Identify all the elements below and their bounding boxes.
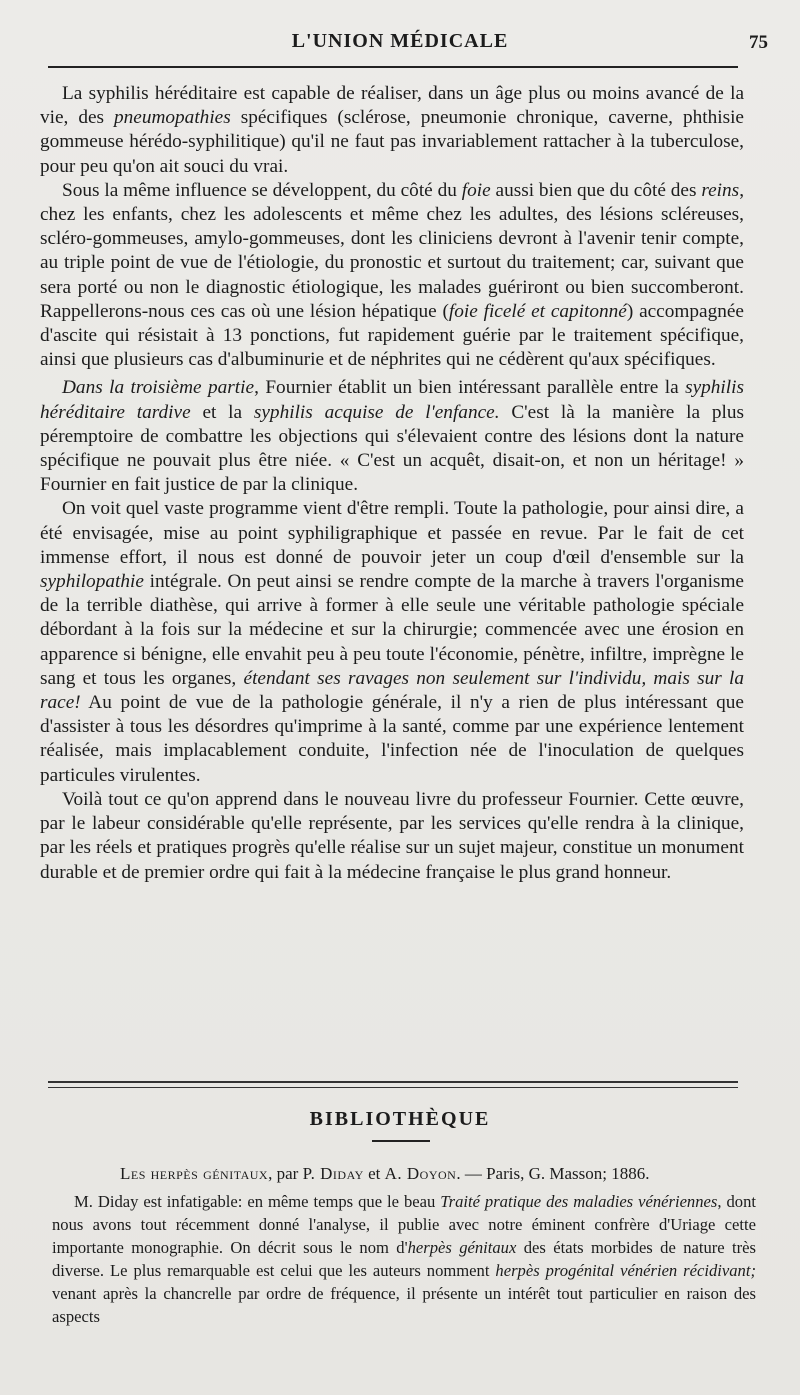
book-citation [40, 1162, 744, 1186]
text-run-italic: herpès génitaux [407, 1238, 517, 1257]
section-title: BIBLIOTHÈQUE [309, 1108, 491, 1130]
text-run: des états morbides de nature très diverse. Le plus remarquable est celui que les auteurs nomment [52, 1238, 756, 1280]
citation-imprint: . — Paris, G. Masson; 1886. [456, 1164, 650, 1183]
book-title: Les herpès génitaux [120, 1164, 269, 1183]
paragraph-1 [40, 82, 744, 179]
text-run: , Fournier établit un bien intéressant parallèle entre la [254, 377, 686, 399]
running-title: L'UNION MÉDICALE [291, 30, 509, 52]
paragraph-4 [40, 497, 744, 787]
text-run: intégrale. On peut ainsi se rendre compte de la marche à travers l'organisme de la terrible diathèse, qui arrive à former à elle seule une véritable pathologie spéciale débordant à la fois sur la médecine et sur la chirurgie; commencée avec une érosion en apparence si bénigne, elle envahit peu à peu toute l'économie, pénètre, infiltre, imprègne le sang et tous les organes, [40, 571, 744, 689]
review-paragraph [52, 1190, 756, 1328]
paragraph-3 [40, 376, 744, 497]
text-run-italic: pneumopathies [114, 107, 231, 129]
text-run: spécifiques (sclérose, pneumonie chronique, caverne, phthisie gommeuse hérédo-syphilitique) qu'il ne faut pas invariablement rattacher à la tuberculose, pour peu qu'on ait souci du vrai. [40, 107, 744, 177]
header-rule [48, 66, 738, 68]
text-run: M. Diday est infatigable: en même temps que le beau [74, 1192, 441, 1211]
text-run: Sous la même influence se développent, du côté du [62, 179, 462, 201]
author-name: A. Doyon [384, 1164, 457, 1183]
text-run: aussi bien que du côté des [490, 179, 702, 201]
text-run: et la [190, 401, 254, 423]
text-run-italic: herpès progénital vénérien récidivant; [495, 1261, 756, 1280]
text-run-italic: étendant ses ravages non seulement sur l'individu, mais sur la race! [40, 667, 744, 714]
text-run: On voit quel vaste programme vient d'être rempli. Toute la pathologie, pour ainsi dire, a été envisagée, mise au point syphiligraphique et passée en revue. Par le fait de cet immense effort, il nous est donné de pouvoir jeter un coup d'œil d'ensemble sur la [40, 498, 744, 568]
author-name: P. Diday [302, 1164, 364, 1183]
page-header [0, 30, 800, 60]
text-run-italic: Traité pratique des maladies vénériennes [440, 1192, 718, 1211]
text-run: , dont nous avons tout récemment donné l'analyse, il publie avec notre éminent confrère d'Uriage cette importante monographie. On décrit sous le nom d' [52, 1192, 756, 1257]
text-run-italic: syphilis héréditaire tardive [40, 377, 744, 423]
text-run: Au point de vue de la pathologie générale, il n'y a rien de plus intéressant que d'assister à tous les désordres qu'imprime à la santé, comme par une expérience lentement réalisée, mais implacablement conduite, l'infection née de l'inoculation de quelques particules virulentes. [40, 692, 744, 786]
text-run-italic: Dans la troisième partie [62, 377, 255, 399]
text-run-italic: reins [701, 179, 740, 201]
text-run: C'est là la manière la plus péremptoire de combattre les objections qui s'élevaient contre des lésions dont la nature spécifique ne pouvait plus être niée. « C'est un acquêt, disait-on, et non un héritage! » Fournier en fait justice de par la clinique. [40, 401, 745, 496]
text-run: ) accompagnée d'ascite qui résistait à 13 ponctions, fut rapidement guérie par le traitement spécifique, ainsi que plusieurs cas d'albuminurie et de néphrites qui ne cédèrent qu'aux spécifiques. [40, 300, 744, 371]
text-run-italic: syphilis acquise de l'enfance. [253, 401, 500, 423]
text-run: venant après la chancrelle par ordre de fréquence, il présente un intérêt tout particulier en raison des aspects [52, 1284, 756, 1326]
text-run: La syphilis héréditaire est capable de réaliser, dans un âge plus ou moins avancé de la vie, des [40, 83, 744, 129]
text-run-italic: foie ficelé et capitonné [448, 300, 627, 322]
text-run-italic: foie [461, 179, 491, 201]
text-run: Voilà tout ce qu'on apprend dans le nouveau livre du professeur Fournier. Cette œuvre, par le labeur considérable qu'elle représente, par les services qu'elle rendra à la clinique, par les réels et pratiques progrès qu'elle réalise sur un sujet majeur, constitue un monument durable et de premier ordre qui fait à la médecine française le plus grand honneur. [40, 788, 744, 883]
book-review [52, 1190, 756, 1328]
section-divider [48, 1081, 738, 1088]
paragraph-5 [40, 788, 744, 885]
citation-text: et [363, 1164, 385, 1183]
citation-text: , par [268, 1164, 303, 1183]
article-body [40, 82, 744, 885]
text-run-italic: syphilopathie [40, 571, 144, 593]
section-title-underline [372, 1140, 430, 1142]
page-number: 75 [749, 32, 768, 53]
text-run: , chez les enfants, chez les adolescents et même chez les adultes, des lésions scléreuses, scléro-gommeuses, amylo-gommeuses, dont les cliniciens devront à l'avenir tenir compte, au triple point de vue de l'étiologie, du pronostic et surtout du traitement; car, suivant que sera porté ou non le diagnostic étiologique, les malades guériront ou bien succomberont. Rappellerons-nous ces cas où une lésion hépatique ( [40, 179, 745, 322]
paragraph-2 [40, 179, 744, 373]
